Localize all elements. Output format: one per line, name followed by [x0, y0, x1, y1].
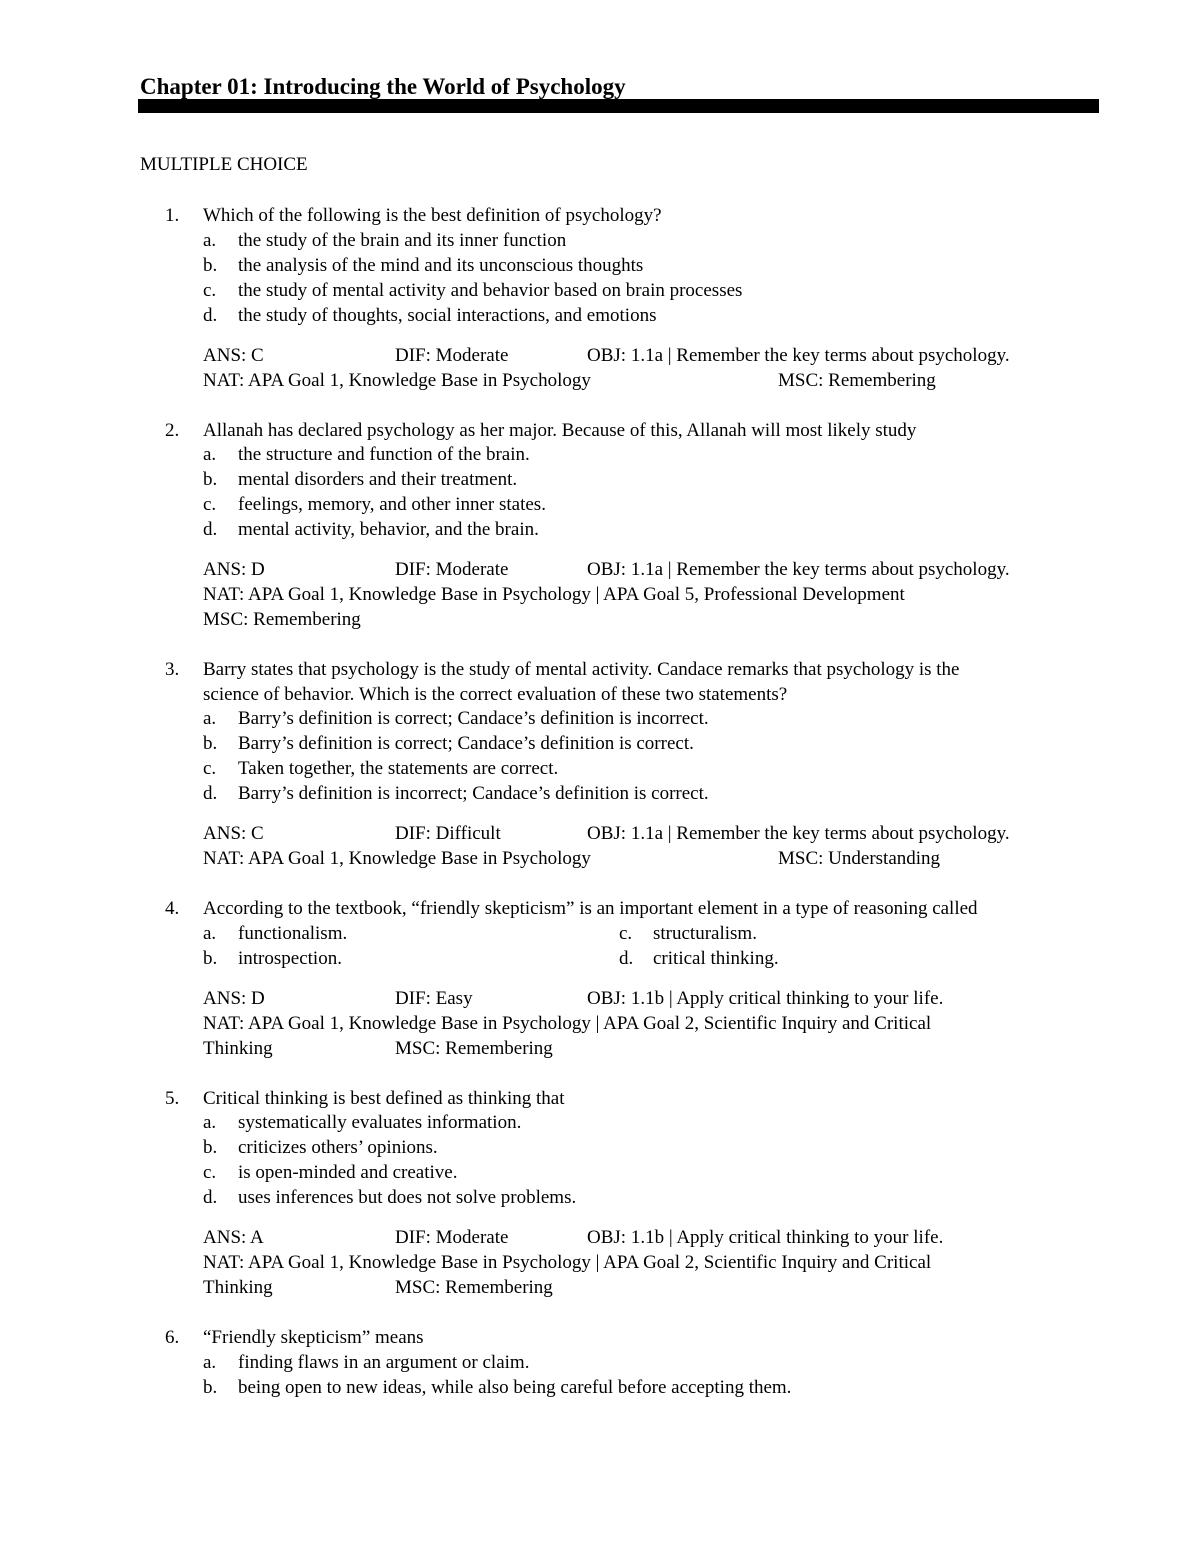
- national-standard: NAT: APA Goal 1, Knowledge Base in Psychology | APA Goal 2, Scientific Inquiry and Critical: [203, 1252, 932, 1273]
- national-standard-continued: Thinking: [203, 1277, 273, 1298]
- option-label: c.: [619, 923, 633, 944]
- option-label: c.: [203, 758, 217, 779]
- option-text: finding flaws in an argument or claim.: [238, 1352, 530, 1373]
- option-label: a.: [203, 230, 217, 251]
- option-label: c.: [203, 1162, 217, 1183]
- option-label: d.: [203, 783, 218, 804]
- national-standard: NAT: APA Goal 1, Knowledge Base in Psychology | APA Goal 2, Scientific Inquiry and Critical: [203, 1013, 932, 1034]
- objective: OBJ: 1.1a | Remember the key terms about psychology.: [587, 823, 1010, 844]
- option-label: b.: [203, 948, 218, 969]
- answer-key: ANS: D: [203, 988, 265, 1009]
- option-text: the study of thoughts, social interactions, and emotions: [238, 305, 657, 326]
- section-heading: MULTIPLE CHOICE: [140, 154, 308, 175]
- question-number: 4.: [165, 898, 180, 919]
- option-text: Taken together, the statements are correct.: [238, 758, 559, 779]
- option-text: mental activity, behavior, and the brain.: [238, 519, 539, 540]
- option-text: the analysis of the mind and its unconscious thoughts: [238, 255, 644, 276]
- option-label: a.: [203, 708, 217, 729]
- difficulty: DIF: Easy: [395, 988, 473, 1009]
- option-label: b.: [203, 1137, 218, 1158]
- option-label: b.: [203, 469, 218, 490]
- option-text: Barry’s definition is correct; Candace’s definition is correct.: [238, 733, 694, 754]
- question-text: According to the textbook, “friendly skepticism” is an important element in a type of reasoning called: [203, 898, 978, 919]
- option-text: introspection.: [238, 948, 342, 969]
- option-text: Barry’s definition is correct; Candace’s definition is incorrect.: [238, 708, 709, 729]
- msc-level: MSC: Remembering: [395, 1038, 553, 1059]
- answer-key: ANS: C: [203, 345, 264, 366]
- option-label: d.: [203, 305, 218, 326]
- question-number: 2.: [165, 420, 180, 441]
- objective: OBJ: 1.1a | Remember the key terms about psychology.: [587, 345, 1010, 366]
- question-text: Allanah has declared psychology as her major. Because of this, Allanah will most likely study: [203, 420, 917, 441]
- difficulty: DIF: Moderate: [395, 1227, 509, 1248]
- title-rule: [138, 99, 1099, 113]
- objective: OBJ: 1.1b | Apply critical thinking to your life.: [587, 1227, 944, 1248]
- option-text: uses inferences but does not solve problems.: [238, 1187, 577, 1208]
- option-label: a.: [203, 923, 217, 944]
- answer-key: ANS: D: [203, 559, 265, 580]
- objective: OBJ: 1.1b | Apply critical thinking to your life.: [587, 988, 944, 1009]
- option-label: a.: [203, 444, 217, 465]
- option-text: criticizes others’ opinions.: [238, 1137, 438, 1158]
- question-number: 1.: [165, 205, 180, 226]
- option-text: mental disorders and their treatment.: [238, 469, 518, 490]
- question-text: Which of the following is the best definition of psychology?: [203, 205, 662, 226]
- answer-key: ANS: C: [203, 823, 264, 844]
- option-label: c.: [203, 494, 217, 515]
- question-text: Barry states that psychology is the study of mental activity. Candace remarks that psychology is the: [203, 659, 960, 680]
- option-text: the study of the brain and its inner function: [238, 230, 567, 251]
- question-number: 3.: [165, 659, 180, 680]
- option-label: a.: [203, 1112, 217, 1133]
- question-text: Critical thinking is best defined as thinking that: [203, 1088, 565, 1109]
- option-label: b.: [203, 1377, 218, 1398]
- objective: OBJ: 1.1a | Remember the key terms about psychology.: [587, 559, 1010, 580]
- option-text: Barry’s definition is incorrect; Candace’s definition is correct.: [238, 783, 709, 804]
- national-standard: NAT: APA Goal 1, Knowledge Base in Psychology | APA Goal 5, Professional Development: [203, 584, 905, 605]
- msc-level: MSC: Remembering: [203, 609, 361, 630]
- question-text: “Friendly skepticism” means: [203, 1327, 424, 1348]
- chapter-title: Chapter 01: Introducing the World of Psychology: [140, 74, 626, 99]
- question-text: science of behavior. Which is the correct evaluation of these two statements?: [203, 684, 788, 705]
- option-text: systematically evaluates information.: [238, 1112, 522, 1133]
- difficulty: DIF: Moderate: [395, 559, 509, 580]
- option-text: the structure and function of the brain.: [238, 444, 530, 465]
- option-label: b.: [203, 733, 218, 754]
- option-label: d.: [203, 1187, 218, 1208]
- national-standard: NAT: APA Goal 1, Knowledge Base in Psychology: [203, 848, 591, 869]
- option-label: b.: [203, 255, 218, 276]
- question-number: 6.: [165, 1327, 180, 1348]
- msc-level: MSC: Remembering: [395, 1277, 553, 1298]
- option-text: is open-minded and creative.: [238, 1162, 458, 1183]
- msc-level: MSC: Understanding: [778, 848, 941, 869]
- national-standard-continued: Thinking: [203, 1038, 273, 1059]
- option-text: being open to new ideas, while also being careful before accepting them.: [238, 1377, 792, 1398]
- option-text: the study of mental activity and behavior based on brain processes: [238, 280, 743, 301]
- msc-level: MSC: Remembering: [778, 370, 936, 391]
- question-number: 5.: [165, 1088, 180, 1109]
- national-standard: NAT: APA Goal 1, Knowledge Base in Psychology: [203, 370, 591, 391]
- option-label: d.: [619, 948, 634, 969]
- option-text: functionalism.: [238, 923, 348, 944]
- difficulty: DIF: Difficult: [395, 823, 501, 844]
- option-text: feelings, memory, and other inner states.: [238, 494, 546, 515]
- option-label: c.: [203, 280, 217, 301]
- option-text: structuralism.: [653, 923, 757, 944]
- option-label: a.: [203, 1352, 217, 1373]
- option-text: critical thinking.: [653, 948, 779, 969]
- option-label: d.: [203, 519, 218, 540]
- answer-key: ANS: A: [203, 1227, 264, 1248]
- difficulty: DIF: Moderate: [395, 345, 509, 366]
